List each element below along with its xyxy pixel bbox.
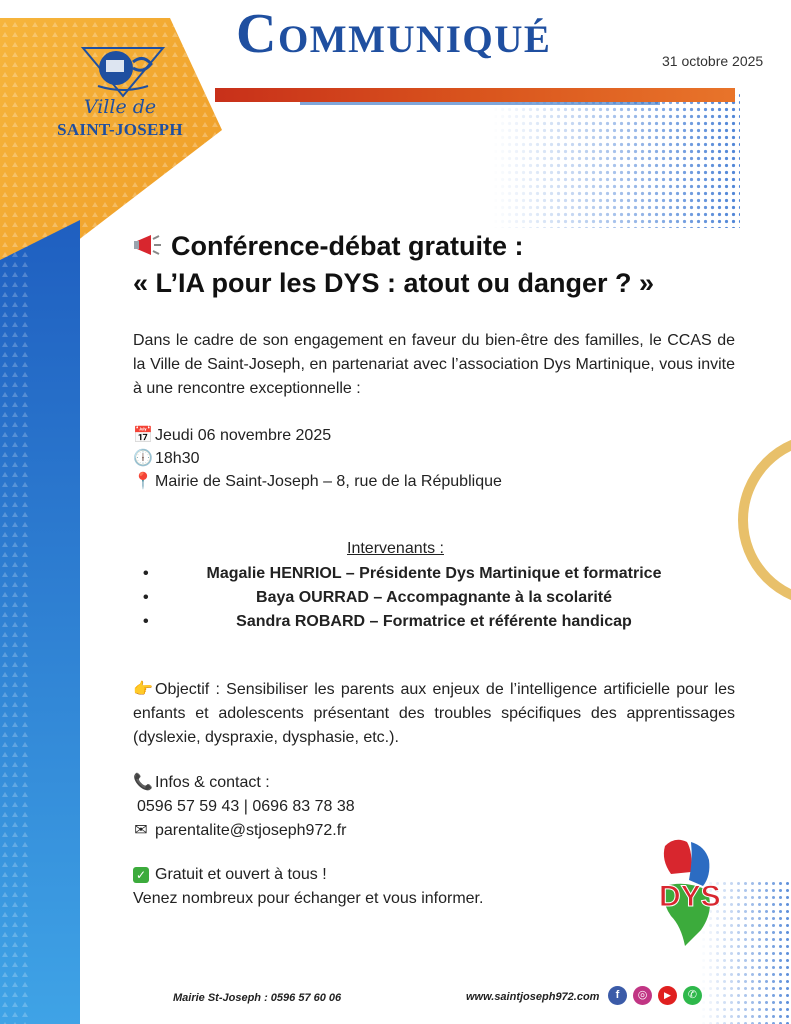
calendar-icon: 📅: [133, 427, 153, 444]
location-pin-icon: 📍: [133, 473, 153, 490]
header-rule: [215, 88, 735, 102]
facebook-icon[interactable]: f: [608, 986, 627, 1005]
bullet-icon: •: [143, 565, 149, 582]
speakers-heading: Intervenants :: [347, 540, 444, 557]
dot-pattern-decoration: [492, 92, 740, 228]
footer-website-link[interactable]: www.saintjoseph972.com: [466, 991, 600, 1003]
event-details: [133, 424, 502, 493]
headline: [133, 228, 654, 302]
list-item: [133, 610, 735, 634]
event-time: 18h30: [155, 450, 200, 467]
footer-phone: Mairie St-Joseph : 0596 57 60 06: [173, 992, 342, 1004]
pointing-hand-icon: 👉: [133, 681, 153, 698]
bullet-icon: •: [143, 589, 149, 606]
phone-icon: 📞: [133, 774, 153, 791]
youtube-icon[interactable]: ▶: [658, 986, 677, 1005]
whatsapp-icon[interactable]: ✆: [683, 986, 702, 1005]
city-logo: [40, 40, 200, 150]
closing-line2: Venez nombreux pour échanger et vous informer.: [133, 890, 484, 907]
blue-band-decoration: [0, 220, 90, 1024]
contact-email[interactable]: parentalite@stjoseph972.fr: [155, 822, 347, 839]
speaker-name: Baya OURRAD – Accompagnante à la scolarité: [256, 589, 612, 606]
closing-block: [133, 863, 483, 911]
headline-line2: « L’IA pour les DYS : atout ou danger ? »: [133, 268, 655, 298]
intro-paragraph: Dans le cadre de son engagement en faveur du bien-être des familles, le CCAS de la Ville de Saint-Joseph, en partenariat avec l’association Dys Martinique, vous invite à une rencontre exceptionnelle :: [133, 332, 735, 397]
headline-line1: Conférence-débat gratuite :: [171, 231, 524, 261]
list-item: [133, 586, 735, 610]
speaker-name: Magalie HENRIOL – Présidente Dys Martinique et formatrice: [206, 565, 662, 582]
list-item: [133, 562, 735, 586]
event-date: Jeudi 06 novembre 2025: [155, 427, 332, 444]
logo-city-name: SAINT-JOSEPH: [57, 120, 183, 139]
dys-logo: [645, 836, 735, 946]
header-rule-accent: [300, 102, 660, 105]
megaphone-icon: [133, 233, 165, 257]
gold-arc-decoration: [730, 430, 791, 610]
speaker-name: Sandra ROBARD – Formatrice et référente handicap: [236, 613, 632, 630]
contact-label: Infos & contact :: [155, 774, 270, 791]
contact-phones: 0596 57 59 43 | 0696 83 78 38: [137, 798, 355, 815]
event-place: Mairie de Saint-Joseph – 8, rue de la République: [155, 473, 502, 490]
bullet-icon: •: [143, 613, 149, 630]
envelope-icon: ✉: [134, 822, 148, 839]
release-date: 31 octobre 2025: [662, 53, 764, 69]
page-title: Communiqué: [236, 3, 552, 65]
objective-text: Objectif : Sensibiliser les parents aux enjeux de l’intelligence artificielle pour les enfants et adolescents présentant des troubles spécifiques des apprentissages (dyslexie, dyspraxie, dysphasie, etc.).: [133, 681, 735, 746]
closing-line1: Gratuit et ouvert à tous !: [155, 866, 327, 883]
dys-logo-text: DYS: [659, 880, 721, 913]
speakers-list: [133, 562, 735, 634]
contact-block: [133, 771, 355, 843]
check-icon: ✓: [133, 867, 149, 883]
objective-paragraph: [133, 678, 735, 750]
logo-ville-text: Ville de: [83, 96, 157, 118]
city-emblem-icon: [78, 40, 168, 100]
clock-icon: 🕕: [133, 450, 153, 467]
instagram-icon[interactable]: ◎: [633, 986, 652, 1005]
